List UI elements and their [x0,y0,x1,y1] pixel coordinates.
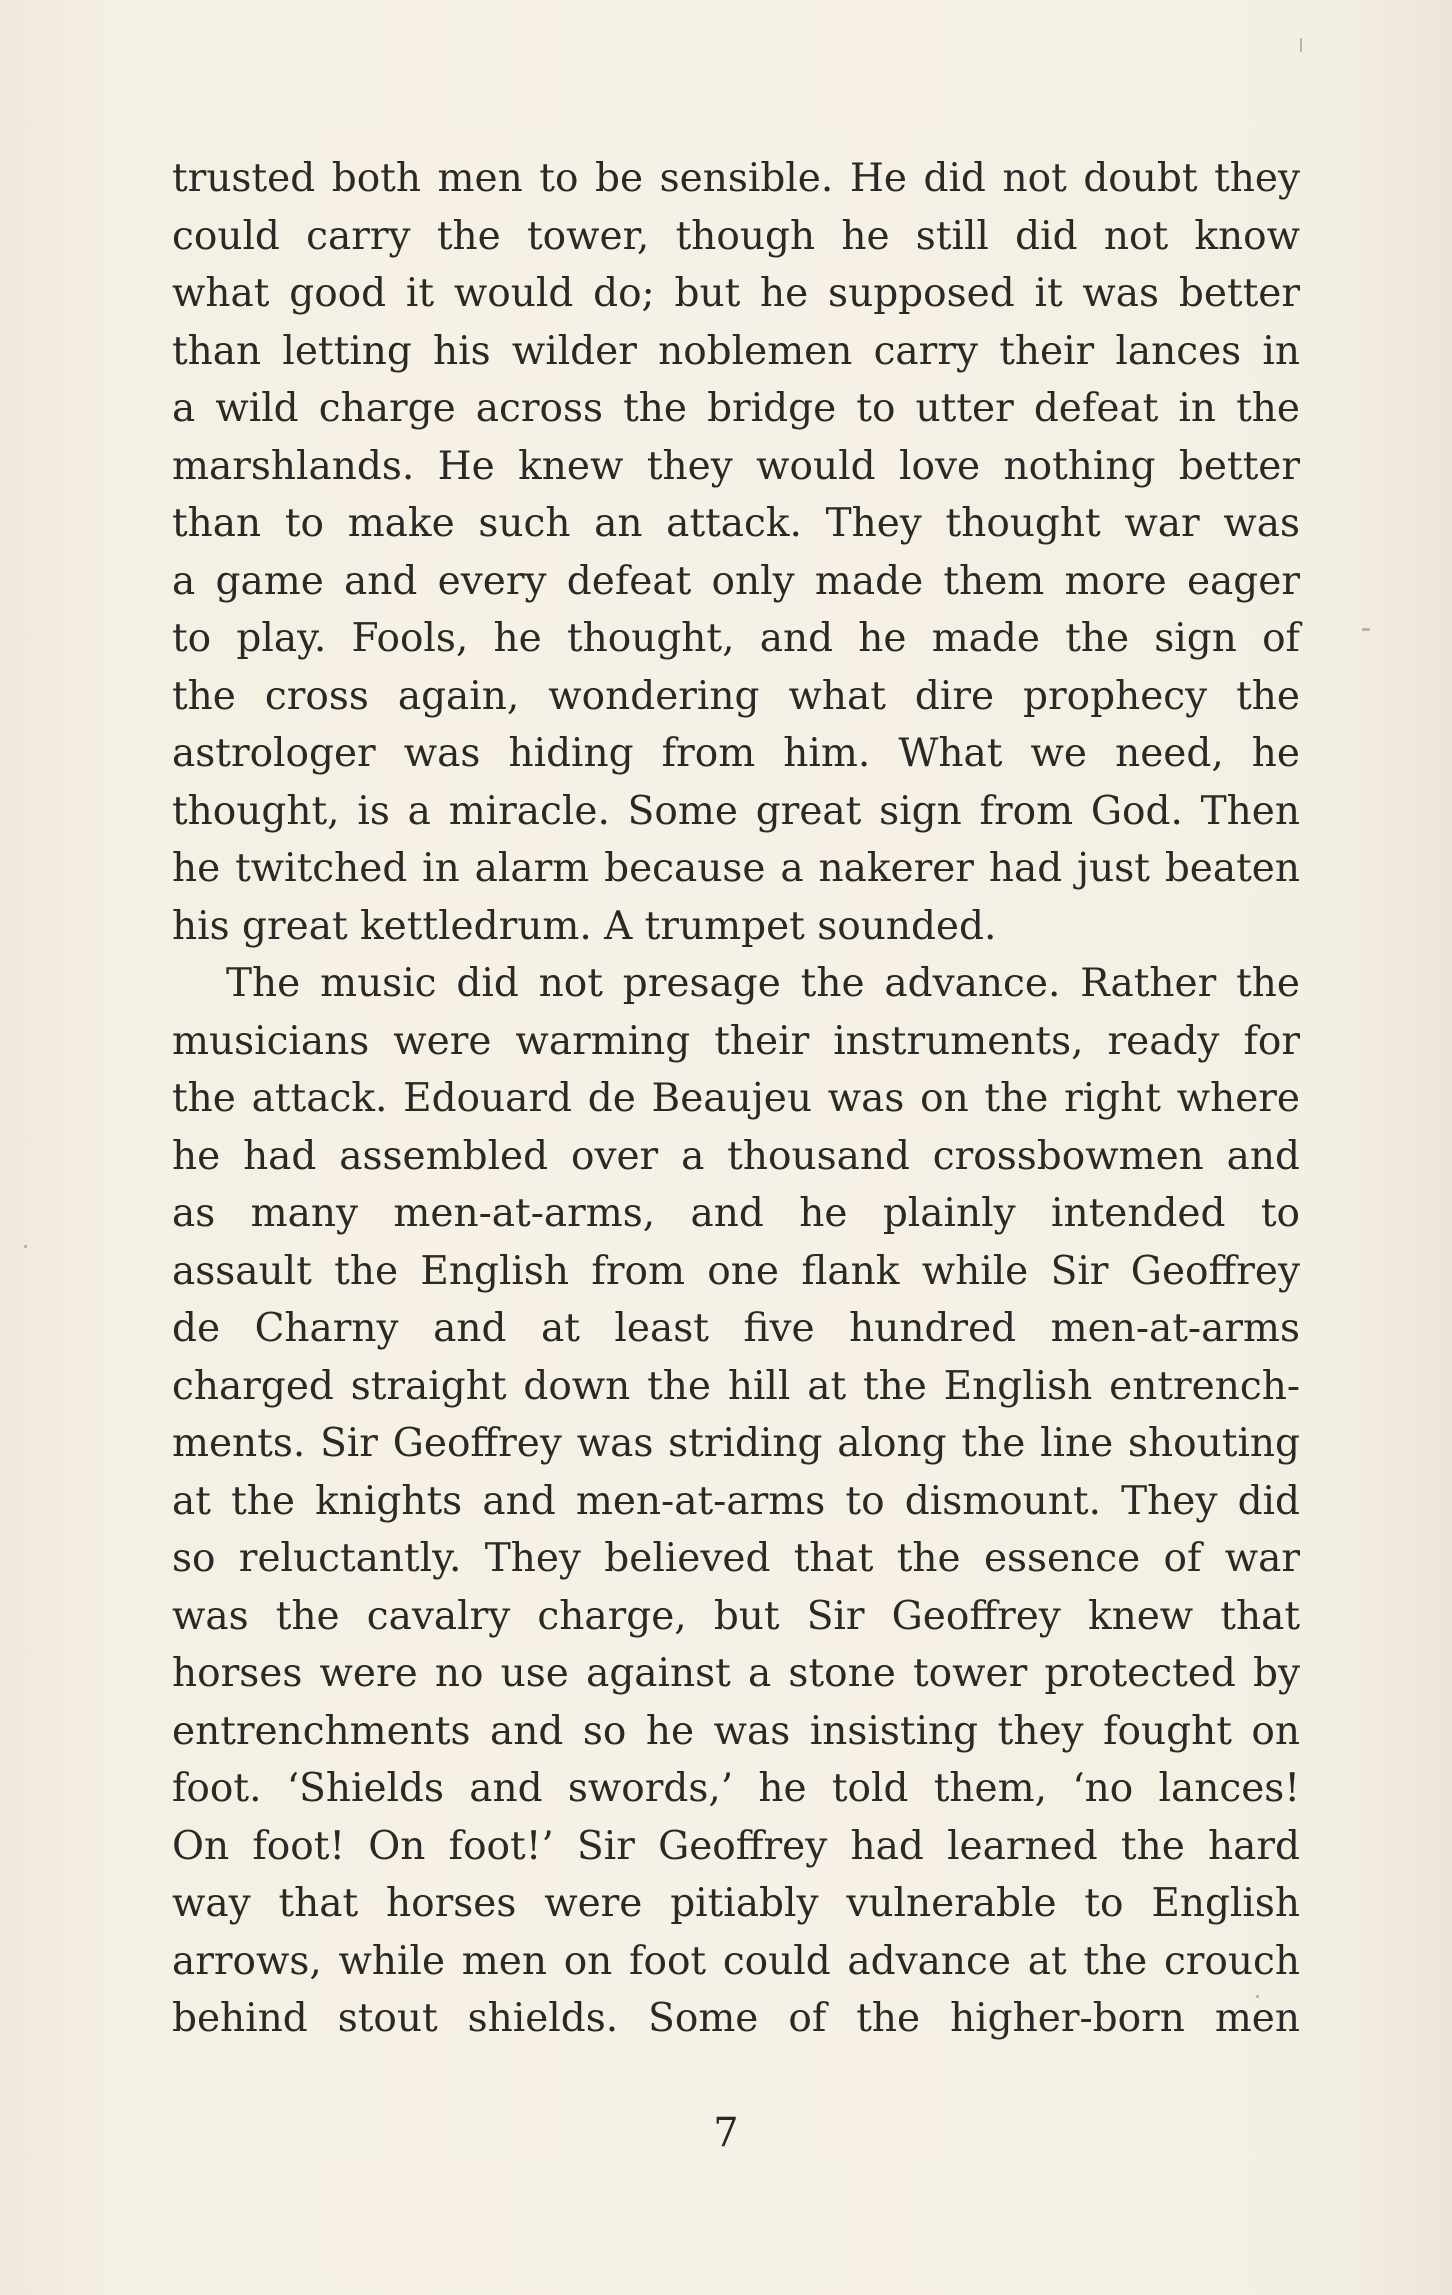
text-line: so reluctantly. They believed that the essence of war [172,1536,1300,1581]
paper-speck [24,1245,27,1248]
text-line: he had assembled over a thousand crossbowmen and [172,1133,1300,1179]
paragraph [172,955,1300,2048]
text-line: On foot! On foot!’ Sir Geoffrey had learned the hard [172,1823,1300,1869]
page-number: 7 [713,2110,739,2156]
text-line: thought, is a miracle. Some great sign from God. Then [172,788,1300,834]
text-line: The music did not presage the advance. Rather the [226,961,1300,1006]
text-line: a game and every defeat only made them more eager [172,558,1300,604]
text-line: a wild charge across the bridge to utter defeat in the [172,386,1300,431]
text-line: at the knights and men-at-arms to dismount. They did [172,1478,1300,1524]
paper-speck [1300,38,1302,52]
text-line: could carry the tower, though he still did not know [172,213,1300,259]
text-line: marshlands. He knew they would love nothing better [172,443,1300,489]
body-text [172,150,1300,2048]
text-line: trusted both men to be sensible. He did not doubt they [172,156,1300,201]
text-line: the attack. Edouard de Beaujeu was on the right where [172,1076,1300,1121]
paper-speck [1362,628,1370,631]
text-line: the cross again, wondering what dire prophecy the [172,673,1300,719]
text-line: foot. ‘Shields and swords,’ he told them, ‘no lances! [172,1766,1300,1811]
text-line: as many men-at-arms, and he plainly intended to [172,1191,1300,1236]
text-line: de Charny and at least five hundred men-at-arms [172,1306,1300,1351]
text-line: charged straight down the hill at the English entrench- [172,1363,1300,1409]
text-line: than letting his wilder noblemen carry their lances in [172,328,1300,374]
text-line: his great kettledrum. A trumpet sounded. [172,903,997,949]
text-line: musicians were warming their instruments, ready for [172,1018,1300,1064]
text-line: what good it would do; but he supposed it was better [172,271,1300,316]
text-line: he twitched in alarm because a nakerer had just beaten [172,846,1300,891]
text-line: astrologer was hiding from him. What we need, he [172,731,1300,776]
text-line: assault the English from one flank while Sir Geoffrey [172,1248,1300,1294]
text-line: way that horses were pitiably vulnerable to English [172,1881,1300,1926]
text-line: arrows, while men on foot could advance at the crouch [172,1938,1300,1984]
text-line: was the cavalry charge, but Sir Geoffrey knew that [172,1593,1300,1639]
text-line: to play. Fools, he thought, and he made the sign of [172,616,1300,661]
text-line: than to make such an attack. They thought war was [172,501,1300,546]
text-line: behind stout shields. Some of the higher-born men [172,1996,1300,2041]
text-line: entrenchments and so he was insisting they fought on [172,1708,1300,1754]
paragraph [172,150,1300,955]
text-line: horses were no use against a stone tower protected by [172,1651,1300,1696]
text-line: ments. Sir Geoffrey was striding along the line shouting [172,1421,1300,1466]
